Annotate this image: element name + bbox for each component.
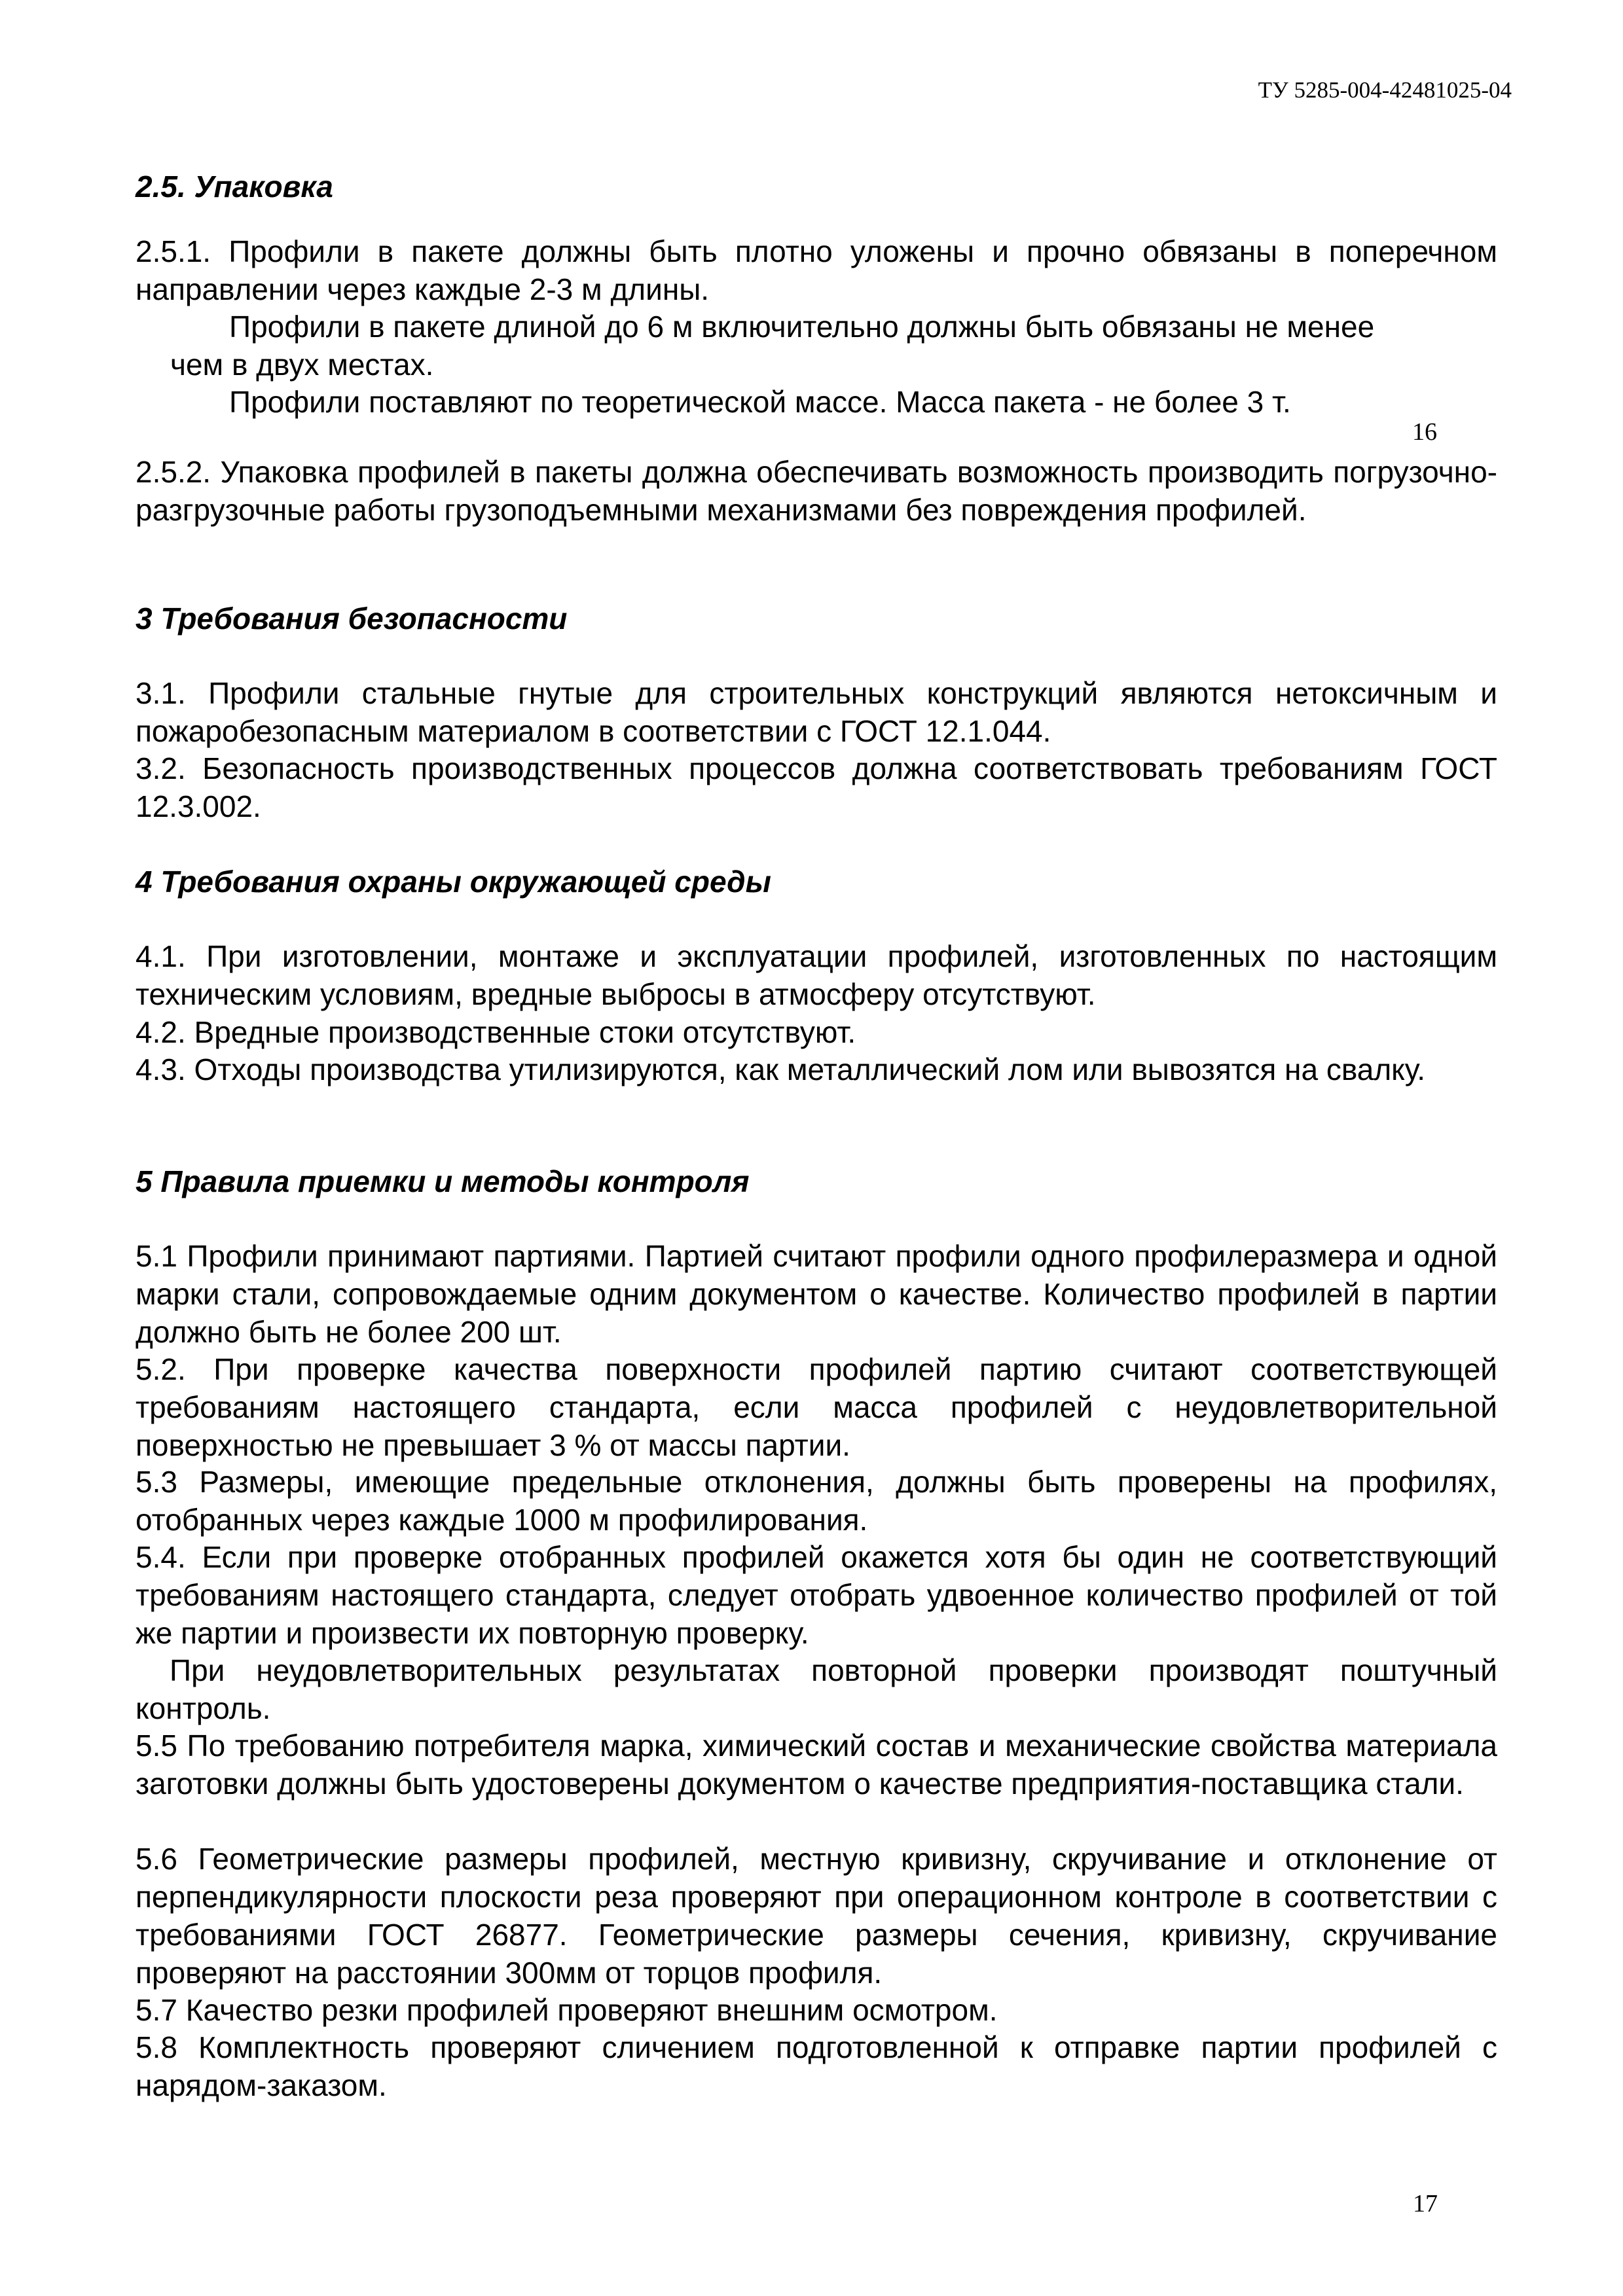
paragraph-3-2: 3.2. Безопасность производственных процессов должна соответствовать требованиям ГОСТ 12.3.002. (136, 751, 1497, 823)
section-heading-5: 5 Правила приемки и методы контроля (136, 1164, 750, 1198)
paragraph-2-5-2: 2.5.2. Упаковка профилей в пакеты должна обеспечивать возможность производить погрузочно-разгрузочные работы грузоподъемными механизмами без повреждения профилей. (136, 455, 1497, 527)
paragraph-5-4: 5.4. Если при проверке отобранных профилей окажется хотя бы один не соответствующий требованиям настоящего стандарта, следует отобрать удвоенное количество профилей от той же партии и произвести их повторную проверку. (136, 1540, 1497, 1650)
paragraph-4-1: 4.1. При изготовлении, монтаже и эксплуатации профилей, изготовленных по настоящим техническим условиям, вредные выбросы в атмосферу отсутствуют. (136, 939, 1497, 1011)
paragraph-4-3: 4.3. Отходы производства утилизируются, как металлический лом или вывозятся на свалку. (136, 1052, 1425, 1086)
paragraph-4-2: 4.2. Вредные производственные стоки отсутствуют. (136, 1015, 856, 1049)
paragraph-5-6: 5.6 Геометрические размеры профилей, местную кривизну, скручивание и отклонение от перпендикулярности плоскости реза проверяют при операционном контроле в соответствии с требованиями ГОСТ 26877. Геометрические размеры сечения, кривизну, скручивание проверяют на расстоянии 300мм от торцов профиля. (136, 1842, 1497, 1990)
page-number-bottom: 17 (1413, 2190, 1438, 2217)
section-heading-3: 3 Требования безопасности (136, 601, 568, 636)
paragraph-2-5-1: 2.5.1. Профили в пакете должны быть плотно уложены и прочно обвязаны в поперечном направлении через каждые 2-3 м длины. (136, 234, 1497, 306)
section-heading-4: 4 Требования охраны окружающей среды (136, 865, 771, 899)
paragraph-5-1: 5.1 Профили принимают партиями. Партией считают профили одного профилеразмера и одной марки стали, сопровождаемые одним документом о качестве. Количество профилей в партии должно быть не более 200 шт. (136, 1239, 1497, 1349)
document-code: ТУ 5285-004-42481025-04 (1258, 77, 1512, 103)
paragraph-5-3: 5.3 Размеры, имеющие предельные отклонения, должны быть проверены на профилях, отобранных через каждые 1000 м профилирования. (136, 1465, 1497, 1537)
paragraph-5-2: 5.2. При проверке качества поверхности профилей партию считают соответствующей требованиям настоящего стандарта, если масса профилей с неудовлетворительной поверхностью не превышает 3 % от массы партии. (136, 1352, 1497, 1462)
paragraph-5-7: 5.7 Качество резки профилей проверяют внешним осмотром. (136, 1993, 998, 2027)
paragraph-2-5-1-bundling: Профили в пакете длиной до 6 м включительно должны быть обвязаны не менее (229, 310, 1375, 344)
paragraph-5-4-retest: При неудовлетворительных результатах повторной проверки производят поштучный контроль. (136, 1653, 1497, 1725)
paragraph-3-1: 3.1. Профили стальные гнутые для строительных конструкций являются нетоксичным и пожаробезопасным материалом в соответствии с ГОСТ 12.1.044. (136, 676, 1497, 748)
paragraph-2-5-1-mass: Профили поставляют по теоретической массе. Масса пакета - не более 3 т. (229, 385, 1291, 419)
paragraph-5-8: 5.8 Комплектность проверяют сличением подготовленной к отправке партии профилей с нарядом-заказом. (136, 2030, 1497, 2102)
paragraph-5-5: 5.5 По требованию потребителя марка, химический состав и механические свойства материала заготовки должны быть удостоверены документом о качестве предприятия-поставщика стали. (136, 1729, 1497, 1801)
page-number-inner: 16 (1412, 418, 1437, 446)
section-heading-2-5: 2.5. Упаковка (136, 170, 333, 204)
paragraph-2-5-1-bundling-cont: чем в двух местах. (170, 348, 434, 382)
